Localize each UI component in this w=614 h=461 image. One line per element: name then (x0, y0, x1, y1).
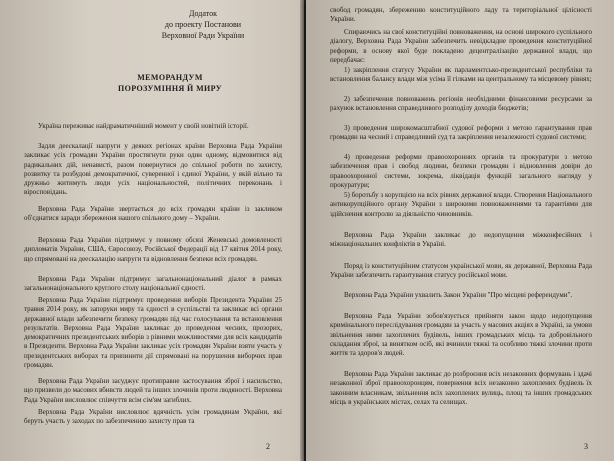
title-line: МЕМОРАНДУМ (137, 73, 203, 82)
memorandum-title (60, 72, 280, 94)
paragraph: Верховна Рада України зобов'язується прийняти закон щодо недопущення кримінального переслідування громадян за участь у масових акціях в Україні, за умови звільнення ними захоплених будівель, інших громадських місць та добровільного складання зброї, за винятком осіб, які вчинили тяжкі та особливо тяжкі злочини проти життя та здоров'я людей. (330, 312, 592, 358)
subtitle-line: ПОРОЗУМІННЯ Й МИРУ (117, 84, 223, 93)
paragraph: 4) проведення реформи правоохоронних органів та прокуратури з метою забезпечення прав і свобод людини, безпеки громадян і відновлення довіри до правоохоронної системи, зокрема, ліквідація функцій загального нагляду у прокуратури; (330, 153, 592, 189)
paragraph: 3) проведення широкомасштабної судової реформи з метою гарантування прав громадян на чесний і справедливий суд та закріплення незалежності судової системи; (330, 124, 592, 142)
paragraph: Спираючись на свої конституційні повноваження, на основі широкого суспільного діалогу, Верховна Рада України забезпечить невідкладне проведення конституційної реформи, в основу якої буде покладено децентралізацію державної влади, що передбачає: (330, 28, 592, 64)
paragraph: Верховна Рада України закликає до недопущення міжконфесійних і міжнаціональних конфліктів в Україні. (330, 231, 592, 249)
paragraph: Поряд із конституційним статусом української мови, як державної, Верховна Рада України забезпечить гарантування статусу російської мови. (330, 262, 592, 280)
paragraph: Задля деескалації напруги у деяких регіонах країни Верховна Рада України закликає усіх громадян України простягнути руки один одному, відмовитися від радикальних дій, ненависті, разом повернутися до спільної роботи по захисту, розвитку та розбудові демократичної, суверенної і єдиної України, у якій вільно та дружньо житимуть люди усіх національностей, політичних переконань і віросповідань. (24, 142, 282, 197)
page-number: 2 (266, 442, 270, 451)
left-page (0, 0, 304, 461)
paragraph: 1) закріплення статусу України як парламентсько-президентської республіки та встановлення балансу влади між усіма її гілками на центральному та місцевому рівнях; (330, 66, 592, 84)
paragraph: 5) боротьбу з корупцією на всіх рівнях державної влади. Створення Національного антикорупційного органу України з широкими повноваженнями та гарантіями для здійснення контролю за діяльністю чиновників. (330, 191, 592, 218)
paragraph: Верховна Рада України підтримує проведення виборів Президента України 25 травня 2014 року, як запоруки миру та єдності в суспільстві та закликає всі органи державної влади забезпечити безпеку громадян під час голосування та встановлення результатів. Верховна Рада України закликає до проведення чесних, прозорих, демократичних президентських виборів з рівними можливостями для всіх кандидатів в Президенти. Верховна Рада України закликає усіх громадян України взяти участь у президентських виборах та припинити дії спрямовані на порушення виборчих прав громадян. (24, 296, 282, 370)
paragraph: 2) забезпечення повноважень регіонів необхідними фінансовими ресурсами за рахунок встановлення справедливого розподілу доходів бюджетів; (330, 95, 592, 113)
paragraph: Верховна Рада України закликає до розброєння всіх незаконних формувань і здачі незаконної зброї правоохоронцям, повернення всіх незаконно захоплених будівель їх законним власникам, звільнення всіх захоплених вулиць, площ та інших громадських місць в українських містах, селах та селищах. (330, 370, 592, 406)
paragraph: Верховна Рада України ухвалить Закон України "Про місцеві референдуми". (344, 291, 573, 299)
addendum-line: Верховної Ради України (161, 31, 245, 40)
paragraph: Верховна Рада України висловлює вдячність усім громадянам України, які беруть участь у заходах по забезпеченню захисту прав та (24, 408, 282, 426)
paragraph: Україна переживає найдраматичніший момент у своїй новітній історії. (38, 122, 249, 130)
page-number: 3 (584, 442, 588, 451)
paragraph: Верховна Рада України звертається до всіх громадян країни із закликом об'єднатися заради збереження нашого спільного дому – України. (24, 205, 282, 223)
paragraph: свобод громадян, збереженню конституційного ладу та територіальної цілісності України. (330, 6, 592, 24)
paragraph: Верховна Рада України підтримує у повному обсязі Женевські домовленості дипломатів України, США, Євросоюзу, Російської Федерації від 17 квітня 2014 року, що спрямовані на деескалацію напруги та відновлення безпеки всіх громадян. (24, 236, 282, 263)
addendum-header (128, 8, 278, 41)
addendum-line: до проекту Постанови (164, 20, 242, 29)
addendum-line: Додаток (189, 9, 217, 18)
paragraph: Верховна Рада України підтримує загальнонаціональний діалог в рамках загальнонаціонального круглого столу національної єдності. (24, 275, 282, 293)
paragraph: Верховна Рада України засуджує протиправне застосування зброї і насильство, що призвели до масових вбивств людей та інших злочинів проти людяності. Верховна Рада України висловлює співчуття всім сім'ям загиблих. (24, 377, 282, 404)
